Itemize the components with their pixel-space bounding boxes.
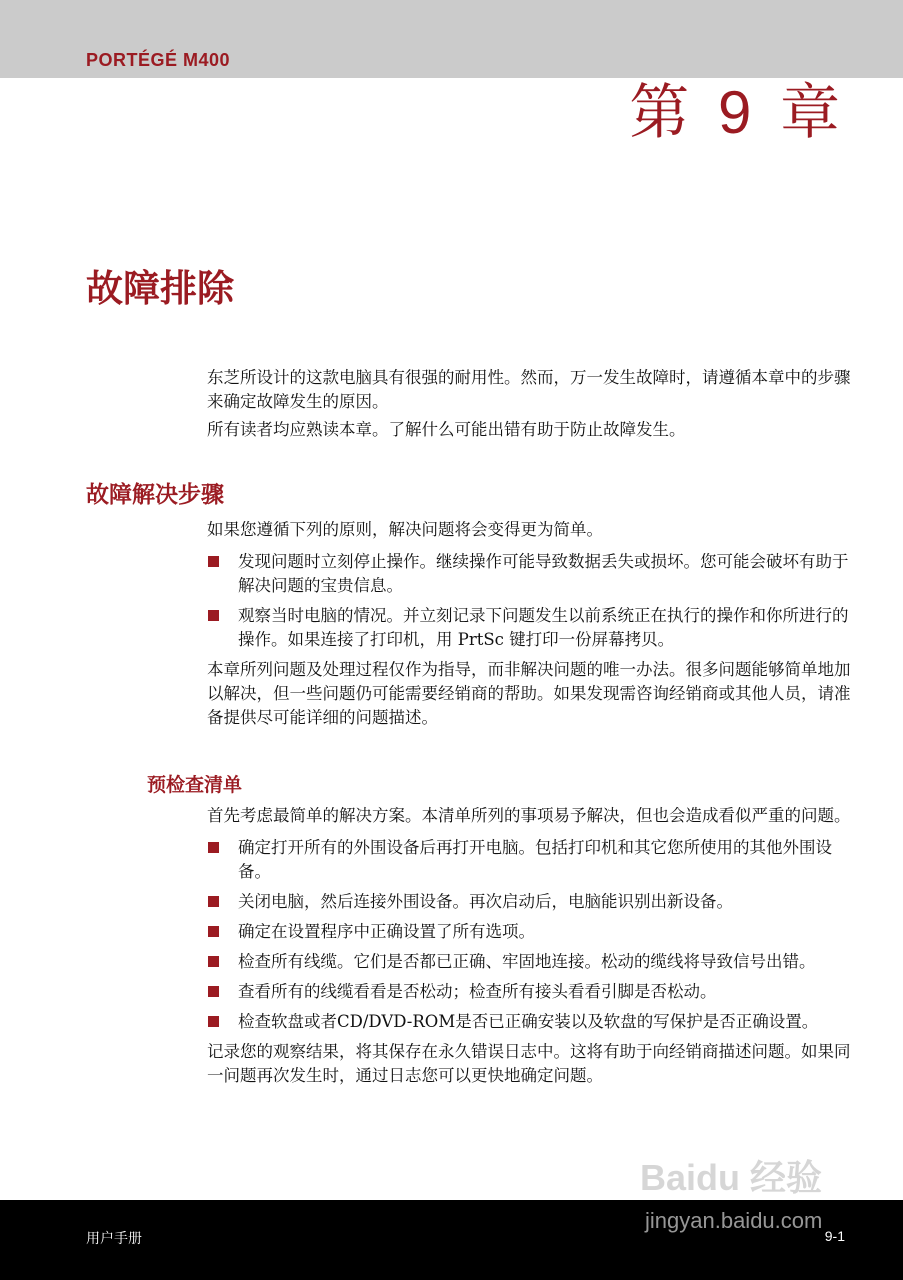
list-item	[207, 890, 852, 914]
list-item	[207, 836, 852, 884]
bullet-icon	[208, 842, 219, 853]
intro-paragraph: 东芝所设计的这款电脑具有很强的耐用性。然而，万一发生故障时，请遵循本章中的步骤来确定故障发生的原因。	[207, 368, 851, 411]
list-item-text: 发现问题时立刻停止操作。继续操作可能导致数据丢失或损坏。您可能会破坏有助于解决问题的宝贵信息。	[238, 552, 849, 595]
closing-paragraph: 本章所列问题及处理过程仅作为指导，而非解决问题的唯一办法。很多问题能够简单地加以解决，但一些问题仍可能需要经销商的帮助。如果发现需咨询经销商或其他人员，请准备提供尽可能详细的问题描述。	[207, 660, 851, 727]
list-item	[207, 550, 852, 598]
footer-label: 用户手册	[86, 1231, 142, 1247]
list-item-text: 确定打开所有的外围设备后再打开电脑。包括打印机和其它您所使用的其他外围设备。	[238, 838, 832, 881]
page-header	[0, 0, 903, 78]
bullet-icon	[208, 926, 219, 937]
list-item-text: 观察当时电脑的情况。并立刻记录下问题发生以前系统正在执行的操作和你所进行的操作。如果连接了打印机，用 PrtSc 键打印一份屏幕拷贝。	[238, 606, 849, 649]
list-item-text: 检查所有线缆。它们是否都已正确、牢固地连接。松动的缆线将导致信号出错。	[238, 952, 816, 971]
section-heading: 故障解决步骤	[86, 482, 224, 508]
lead-paragraph: 如果您遵循下列的原则，解决问题将会变得更为简单。	[207, 520, 603, 539]
chapter-number: 第 9 章	[629, 79, 846, 146]
list-item	[207, 950, 852, 974]
intro	[207, 366, 852, 446]
page-number: 9-1	[824, 1228, 845, 1244]
brand-label: PORTÉGÉ M400	[86, 50, 231, 70]
page-title: 故障排除	[86, 267, 234, 310]
bullet-icon	[208, 610, 219, 621]
bullet-icon	[208, 896, 219, 907]
watermark-logo: Baidu 经验	[640, 1157, 823, 1198]
intro-paragraph: 所有读者均应熟读本章。了解什么可能出错有助于防止故障发生。	[207, 420, 686, 439]
bullet-icon	[208, 956, 219, 967]
list-item-text: 关闭电脑，然后连接外围设备。再次启动后，电脑能识别出新设备。	[238, 892, 733, 911]
closing-paragraph: 记录您的观察结果，将其保存在永久错误日志中。这将有助于向经销商描述问题。如果同一问题再次发生时，通过日志您可以更快地确定问题。	[207, 1042, 851, 1085]
list-item	[207, 920, 852, 944]
list-item	[207, 1010, 852, 1034]
section1-body	[207, 518, 852, 734]
bullet-icon	[208, 986, 219, 997]
list-item-text: 检查软盘或者CD/DVD-ROM是否已正确安装以及软盘的写保护是否正确设置。	[238, 1012, 819, 1031]
list-item	[207, 980, 852, 1004]
lead-paragraph: 首先考虑最简单的解决方案。本清单所列的事项易予解决，但也会造成看似严重的问题。	[207, 806, 851, 825]
bullet-icon	[208, 556, 219, 567]
watermark-url: jingyan.baidu.com	[645, 1208, 823, 1233]
bullet-icon	[208, 1016, 219, 1027]
section2-body	[207, 804, 852, 1092]
list-item	[207, 604, 852, 652]
list-item-text: 确定在设置程序中正确设置了所有选项。	[238, 922, 535, 941]
subsection-heading: 预检查清单	[147, 774, 243, 796]
list-item-text: 查看所有的线缆看看是否松动；检查所有接头看看引脚是否松动。	[238, 982, 717, 1001]
